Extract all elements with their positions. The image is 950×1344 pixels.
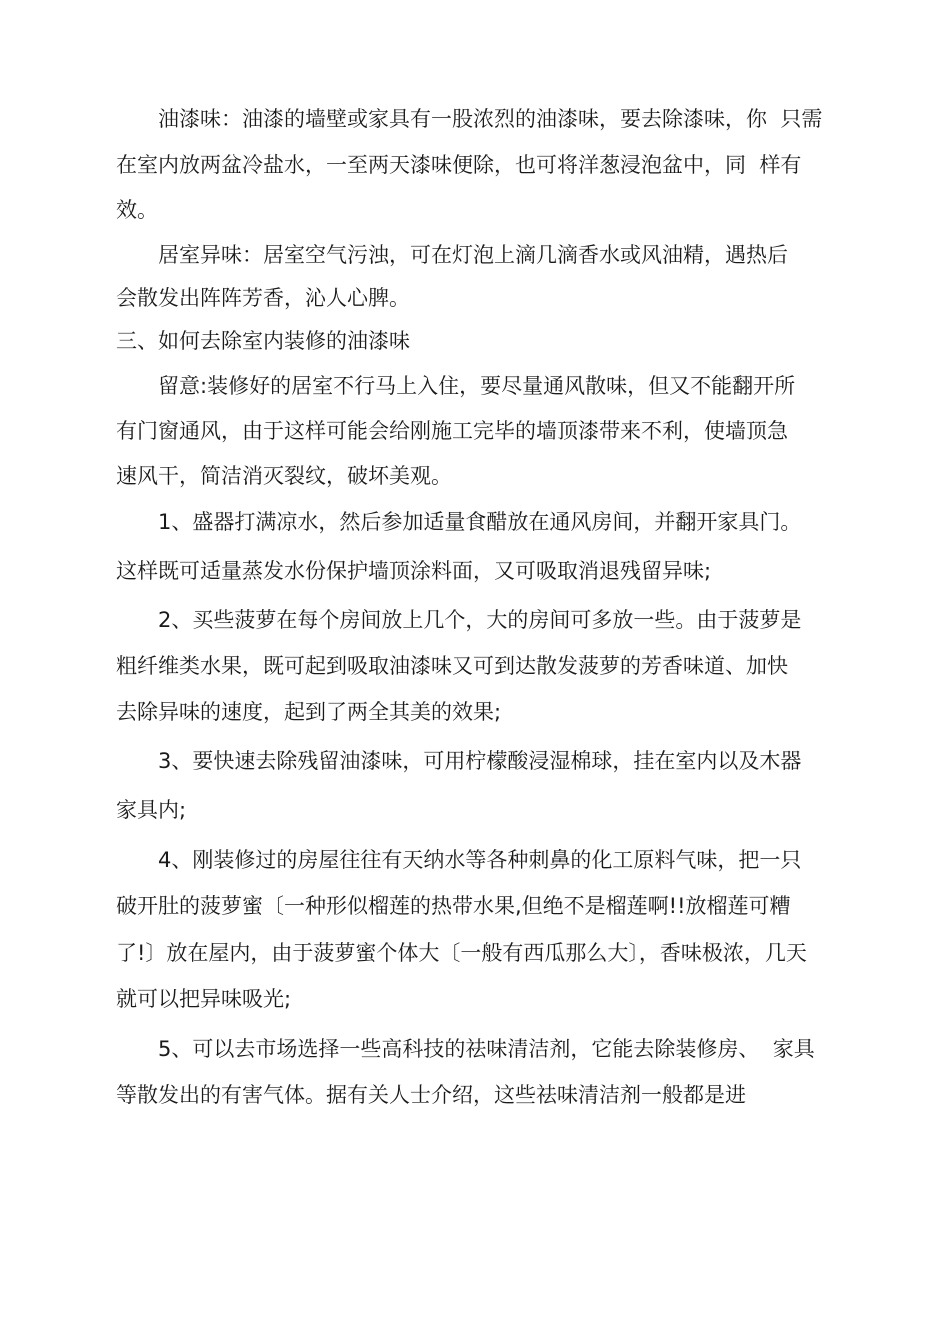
paragraph-line: 速风干，简洁消灭裂纹，破坏美观。 bbox=[116, 464, 452, 488]
section-heading: 三、如何去除室内装修的油漆味 bbox=[116, 329, 410, 353]
paragraph-line: 有门窗通风，由于这样可能会给刚施工完毕的墙顶漆带来不利，使墙顶急 bbox=[116, 419, 788, 443]
paragraph-line: 效。 bbox=[116, 198, 158, 222]
list-item-line: 2、买些菠萝在每个房间放上几个，大的房间可多放一些。由于菠萝是 bbox=[158, 608, 802, 632]
paragraph-line: 油漆味：油漆的墙壁或家具有一股浓烈的油漆味，要去除漆味，你 只需 bbox=[158, 107, 823, 131]
list-item-line: 5、可以去市场选择一些高科技的祛味清洁剂，它能去除装修房、 家具 bbox=[158, 1037, 815, 1061]
list-item-line: 等散发出的有害气体。据有关人士介绍，这些祛味清洁剂一般都是进 bbox=[116, 1083, 746, 1107]
list-item-line: 这样既可适量蒸发水份保护墙顶涂料面，又可吸取消退残留异味; bbox=[116, 559, 712, 583]
paragraph-line: 留意:装修好的居室不行马上入住，要尽量通风散味，但又不能翻开所 bbox=[158, 374, 796, 398]
paragraph-line: 居室异味：居室空气污浊，可在灯泡上滴几滴香水或风油精，遇热后 bbox=[158, 243, 788, 267]
list-item-line: 3、要快速去除残留油漆味，可用柠檬酸浸湿棉球，挂在室内以及木器 bbox=[158, 749, 802, 773]
paragraph-line: 在室内放两盆冷盐水，一至两天漆味便除，也可将洋葱浸泡盆中，同 样有 bbox=[116, 153, 802, 177]
list-item-line: 1、盛器打满凉水，然后参加适量食醋放在通风房间，并翻开家具门。 bbox=[158, 510, 802, 534]
list-item-line: 4、刚装修过的房屋往往有天纳水等各种刺鼻的化工原料气味，把一只 bbox=[158, 848, 802, 872]
list-item-line: 粗纤维类水果，既可起到吸取油漆味又可到达散发菠萝的芳香味道、加快 bbox=[116, 654, 788, 678]
list-item-line: 家具内; bbox=[116, 798, 187, 822]
paragraph-line: 会散发出阵阵芳香，沁人心脾。 bbox=[116, 286, 410, 310]
list-item-line: 了!〕放在屋内，由于菠萝蜜个体大〔一般有西瓜那么大〕，香味极浓，几天 bbox=[116, 941, 807, 965]
list-item-line: 破开肚的菠萝蜜〔一种形似榴莲的热带水果,但绝不是榴莲啊!!放榴莲可糟 bbox=[116, 894, 791, 918]
list-item-line: 就可以把异味吸光; bbox=[116, 987, 292, 1011]
list-item-line: 去除异味的速度，起到了两全其美的效果; bbox=[116, 700, 502, 724]
